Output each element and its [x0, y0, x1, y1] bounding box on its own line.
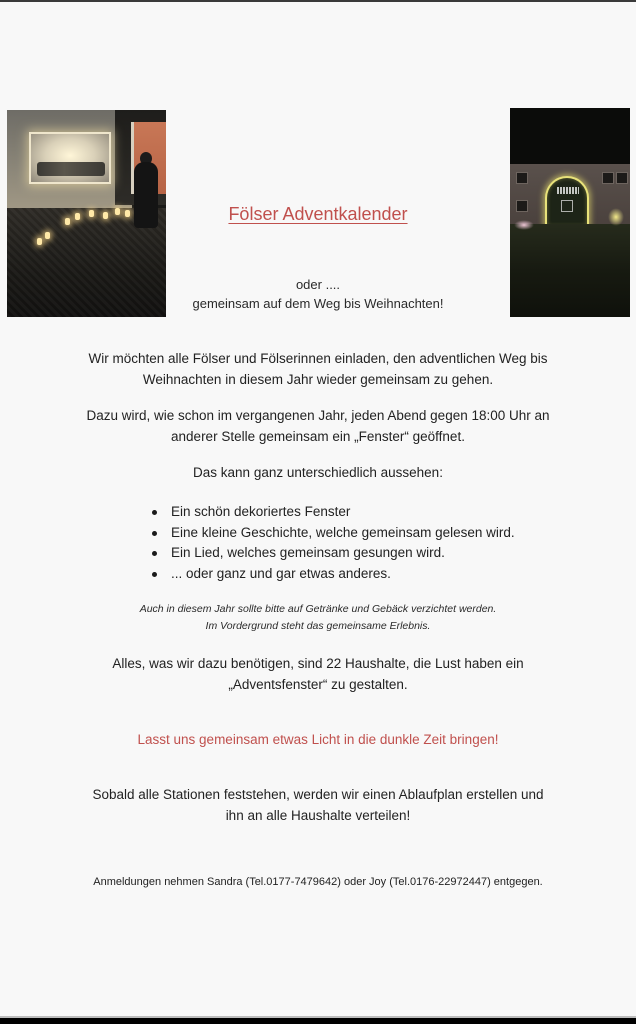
candle-icon	[125, 210, 130, 217]
tagline: Lasst uns gemeinsam etwas Licht in die dunkle Zeit bringen!	[137, 732, 499, 747]
note-line: Im Vordergrund steht das gemeinsame Erlebnis.	[205, 620, 431, 632]
subtitle	[168, 275, 468, 313]
photo-decorated-window	[7, 110, 166, 317]
paragraph-line: „Adventsfenster“ zu gestalten.	[228, 677, 408, 692]
note-paragraph	[0, 601, 636, 635]
paragraph-line: Dazu wird, wie schon im vergangenen Jahr, jeden Abend gegen 18:00 Uhr an	[86, 408, 550, 423]
light-glow-icon	[514, 220, 534, 230]
list-item: ... oder ganz und gar etwas anderes.	[148, 564, 515, 585]
candle-icon	[45, 232, 50, 239]
photo-lawn	[510, 224, 630, 317]
photo-person	[134, 162, 158, 228]
ideas-list	[148, 502, 515, 584]
bullet-icon	[152, 531, 157, 536]
contact-info: Anmeldungen nehmen Sandra (Tel.0177-7479642) oder Joy (Tel.0176-22972447) entgegen.	[93, 876, 543, 888]
intro-list-paragraph	[0, 462, 636, 483]
bottom-edge-bar	[0, 1018, 636, 1024]
schedule-paragraph	[0, 405, 636, 447]
photo-building-window	[616, 172, 628, 184]
paragraph-line: Wir möchten alle Fölser und Fölserinnen einladen, den adventlichen Weg bis	[88, 351, 548, 366]
bullet-icon	[152, 551, 157, 556]
list-item: Eine kleine Geschichte, welche gemeinsam gelesen wird.	[148, 523, 515, 544]
subtitle-line-2: gemeinsam auf dem Weg bis Weihnachten!	[192, 296, 444, 311]
paragraph-line: Das kann ganz unterschiedlich aussehen:	[193, 465, 443, 480]
paragraph-line: anderer Stelle gemeinsam ein „Fenster“ geöffnet.	[171, 429, 465, 444]
candle-icon	[65, 218, 70, 225]
candle-icon	[75, 213, 80, 220]
bullet-icon	[152, 510, 157, 515]
paragraph-line: ihn an alle Haushalte verteilen!	[225, 808, 411, 823]
paragraph-line: Weihnachten in diesem Jahr wieder gemeinsam zu gehen.	[142, 372, 494, 387]
photo-building-window	[602, 172, 614, 184]
candle-icon	[37, 238, 42, 245]
photo-lit-gate	[510, 108, 630, 317]
photo-lit-arch	[545, 176, 589, 226]
photo-building-window	[516, 200, 528, 212]
candle-icon	[89, 210, 94, 217]
requirement-paragraph	[0, 653, 636, 695]
paragraph-line: Alles, was wir dazu benötigen, sind 22 Haushalte, die Lust haben ein	[112, 656, 524, 671]
top-edge-bar	[0, 0, 636, 2]
invitation-paragraph	[0, 348, 636, 390]
subtitle-line-1: oder ....	[295, 277, 341, 292]
bullet-icon	[152, 572, 157, 577]
photo-night-sky	[510, 108, 630, 166]
paragraph-line: Sobald alle Stationen feststehen, werden wir einen Ablaufplan erstellen und	[92, 787, 544, 802]
photo-lit-window	[29, 132, 111, 184]
photo-building-window	[516, 172, 528, 184]
candle-icon	[103, 212, 108, 219]
list-item: Ein schön dekoriertes Fenster	[148, 502, 515, 523]
light-glow-icon	[608, 208, 624, 226]
closing-paragraph	[0, 784, 636, 826]
list-item: Ein Lied, welches gemeinsam gesungen wird.	[148, 543, 515, 564]
page-title: Fölser Adventkalender	[228, 204, 408, 224]
candle-icon	[115, 208, 120, 215]
note-line: Auch in diesem Jahr sollte bitte auf Getränke und Gebäck verzichtet werden.	[139, 603, 497, 615]
